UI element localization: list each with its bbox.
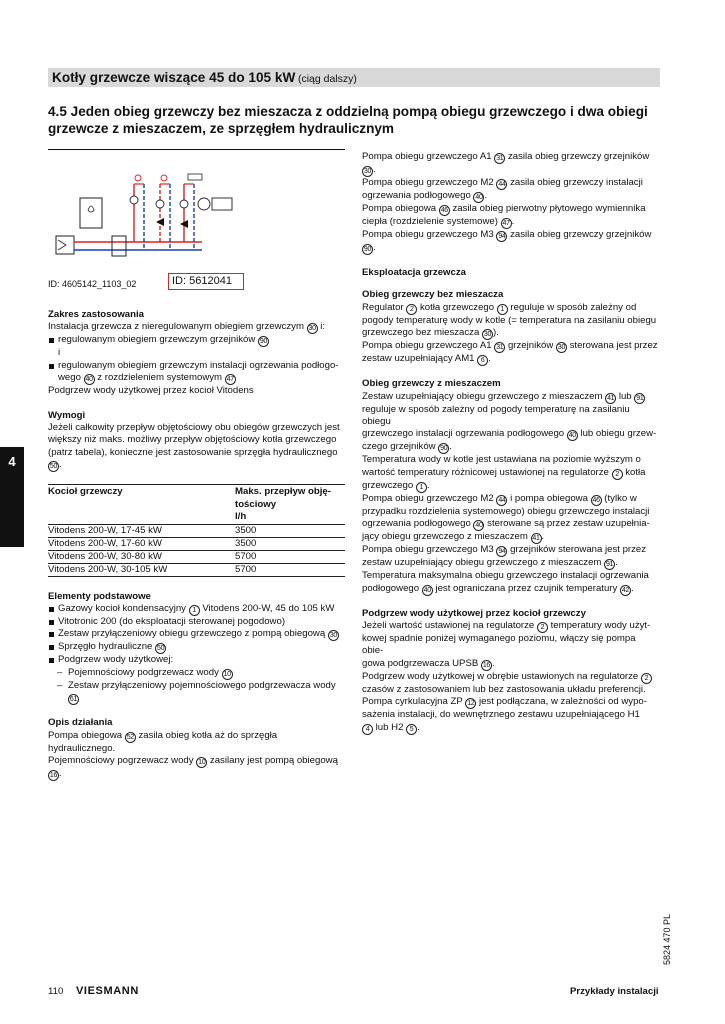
diagram-id-box: ID: 5612041 bbox=[168, 273, 244, 290]
table-header-boiler: Kocioł grzewczy bbox=[48, 485, 235, 525]
viessmann-logo: VIESMANN bbox=[76, 985, 139, 997]
table-row: Vitodens 200-W, 17-60 kW 3500 bbox=[48, 538, 345, 551]
pump-icon bbox=[180, 200, 188, 208]
heat-exchanger-icon bbox=[198, 198, 210, 210]
elementy-subitem: – Zestaw przyłączeniowy pojemnościowego podgrzewacza wody 61 bbox=[48, 680, 345, 705]
footer-section: Przykłady instalacji bbox=[570, 986, 659, 997]
table-row: Vitodens 200-W, 17-45 kW 3500 bbox=[48, 525, 345, 538]
zakres-bullet-cont: wego 40 z rozdzieleniem systemowym 47 bbox=[58, 372, 234, 384]
section-title: 4.5 Jeden obieg grzewczy bez mieszacza z oddzielną pompą obiegu grzewczego i dwa obiegi grzewcze z mieszaczem, ze sprzęgłem hydraulicznym bbox=[48, 104, 648, 136]
z-mieszaczem-text: Zestaw uzupełniający obiegu grzewczego z mieszaczem 41 lub 91 reguluje w sposób zależny od pogody temperaturę na zasilaniu obiegu grzewczego instalacji ogrzewania podłogowego 40 lub obiegu grzew- czego grzejników 90 . Temperatura wody w kotle jest ustawiana na poziomie wyższym o wartość temperatury różnicowej ustawionej na regulatorze 2 kotła grzewczego 1 . Pompa obiegu grzewczego M2 44 i pompa obiegowa 46 (tylko w przypadku rozdzielenia systemowego) obiegu grzewczego instalacji ogrzewania podłogowego 40 sterowane są przez zestaw uzupełnia- jący obiegu grzewczego z mieszaczem 41 . Pompa obiegu grzewczego M3 94 grzejników sterowana jest przez zestaw uzupełniający obiegu grzewczego z mieszaczem 91 . Temperatura maksymalna obiegu grzewczego instalacji ogrzewania podłogowego 40 jest ograniczana przez czujnik temperatury 42 . bbox=[362, 390, 657, 594]
elementy-item: Gazowy kocioł kondensacyjny 1 Vitodens 200-W, 45 do 105 kW bbox=[48, 603, 345, 616]
elementy-item: Podgrzew wody użytkowej: bbox=[48, 654, 345, 666]
pump-icon bbox=[156, 200, 164, 208]
chapter-tab: 4 bbox=[0, 447, 24, 547]
cylinder-shape bbox=[56, 236, 74, 254]
section-rule bbox=[48, 149, 345, 150]
elementy-item: Vitotronic 200 (do eksploatacji sterowanej pogodowo) bbox=[48, 616, 345, 628]
pump-text: Pompa obiegowa 46 zasila obieg pierwotny płytowego wymiennika ciepła (rozdzielenie systemowe) 47 . bbox=[362, 203, 646, 227]
opis-title: Opis działania bbox=[48, 717, 113, 729]
pump-icon bbox=[130, 196, 138, 204]
zakres-conj: i bbox=[58, 347, 61, 359]
wymogi-title: Wymogi bbox=[48, 409, 86, 421]
pump-text: Pompa obiegu grzewczego M2 44 zasila obieg grzewczy instalacji ogrzewania podłogowego 40 . bbox=[362, 177, 643, 201]
page-header-subtitle: (ciąg dalszy) bbox=[297, 73, 357, 85]
opis-text: Pompa obiegowa 52 zasila obieg kotła aż do sprzęgła hydraulicznego. Pojemnościowy pogrzewacz wody 10 zasilany jest pompą obiegową 16 . bbox=[48, 729, 338, 780]
page-number: 110 bbox=[48, 986, 64, 997]
pump-text: Pompa obiegu grzewczego M3 94 zasila obieg grzewczy grzejników 90 . bbox=[362, 229, 652, 253]
elementy-subitem: – Pojemnościowy podgrzewacz wody 10 bbox=[48, 667, 345, 680]
boiler-shape bbox=[80, 198, 102, 228]
left-column bbox=[48, 309, 345, 781]
pump-text: Pompa obiegu grzewczego A1 31 zasila obieg grzewczy grzejników 30 . bbox=[362, 151, 650, 175]
page-header-bar bbox=[48, 68, 660, 87]
table-row: Vitodens 200-W, 30-105 kW 5700 bbox=[48, 563, 345, 576]
zakres-end: Podgrzew wody użytkowej przez kocioł Vitodens bbox=[48, 385, 254, 397]
zakres-bullet: regulowanym obiegiem grzewczym grzejników 90 bbox=[48, 334, 345, 347]
bez-mieszacza-text: Regulator 2 kotła grzewczego 1 reguluje w sposób zależny od pogody temperaturę wody w kotle (= temperatura na zasilaniu obiegu grzewczego bez mieszacza 30 ). Pompa obiegu grzewczego A1 31 grzejników 30 sterowana jest przez zestaw uzupełniający AM1 6 . bbox=[362, 301, 658, 365]
z-mieszaczem-title: Obieg grzewczy z mieszaczem bbox=[362, 378, 501, 390]
hydraulic-diagram bbox=[52, 170, 242, 268]
hydraulic-separator-shape bbox=[112, 236, 126, 256]
zakres-bullet: regulowanym obiegiem grzewczym instalacji ogrzewania podłogo- bbox=[48, 360, 345, 372]
wymogi-text: Jeżeli całkowity przepływ objętościowy obu obiegów grzewczych jest większy niż maks. możliwy przepływ objętościowy kotła grzewczego (patrz tabela), konieczne jest zastosowanie sprzęgła hydraulicznego 50 . bbox=[48, 422, 340, 471]
table-row: Vitodens 200-W, 30-80 kW 5700 bbox=[48, 551, 345, 564]
flame-icon bbox=[88, 206, 94, 212]
radiator-icon bbox=[188, 174, 202, 180]
right-column bbox=[362, 151, 659, 735]
eksploatacja-title: Eksploatacja grzewcza bbox=[362, 267, 466, 278]
bez-mieszacza-title: Obieg grzewczy bez mieszacza bbox=[362, 289, 504, 301]
table-header-flow: Maks. przepływ obję- tościowy l/h bbox=[235, 485, 345, 525]
page-header-title: Kotły grzewcze wiszące 45 do 105 kW bbox=[52, 70, 296, 85]
zakres-title: Zakres zastosowania bbox=[48, 309, 144, 320]
diagram-id: ID: 4605142_1103_02 bbox=[48, 279, 137, 289]
elementy-item: Zestaw przyłączeniowy obiegu grzewczego z pompą obiegową 30 bbox=[48, 628, 345, 641]
podgrzew-title: Podgrzew wody użytkowej przez kocioł grzewczy bbox=[362, 607, 586, 619]
zakres-text: Instalacja grzewcza z nieregulowanym obiegiem grzewczym 30 i: bbox=[48, 321, 326, 333]
side-code: 5824 470 PL bbox=[662, 913, 672, 965]
podgrzew-text: Jeżeli wartość ustawionej na regulatorze 2 temperatury wody użyt- kowej spadnie poniżej wymaganego poziomu, włączy się pompa obie- gowa podgrzewacza UPSB 16 . Podgrzew wody użytkowej w obrębie ustawionych na regulatorze 2 czasów z zastosowaniem lub bez zastosowania układu preferencji. Pompa cyrkulacyjna ZP 12 jest podłączana, w zależności od wypo- sażenia instalacji, do wewnętrznego zestawu uzupełniającego H1 4 lub H2 5 . bbox=[362, 620, 651, 733]
elementy-title: Elementy podstawowe bbox=[48, 590, 151, 602]
elementy-item: Sprzęgło hydrauliczne 50 bbox=[48, 641, 345, 654]
mixer-valve-icon bbox=[156, 218, 164, 226]
flow-table bbox=[48, 484, 345, 576]
